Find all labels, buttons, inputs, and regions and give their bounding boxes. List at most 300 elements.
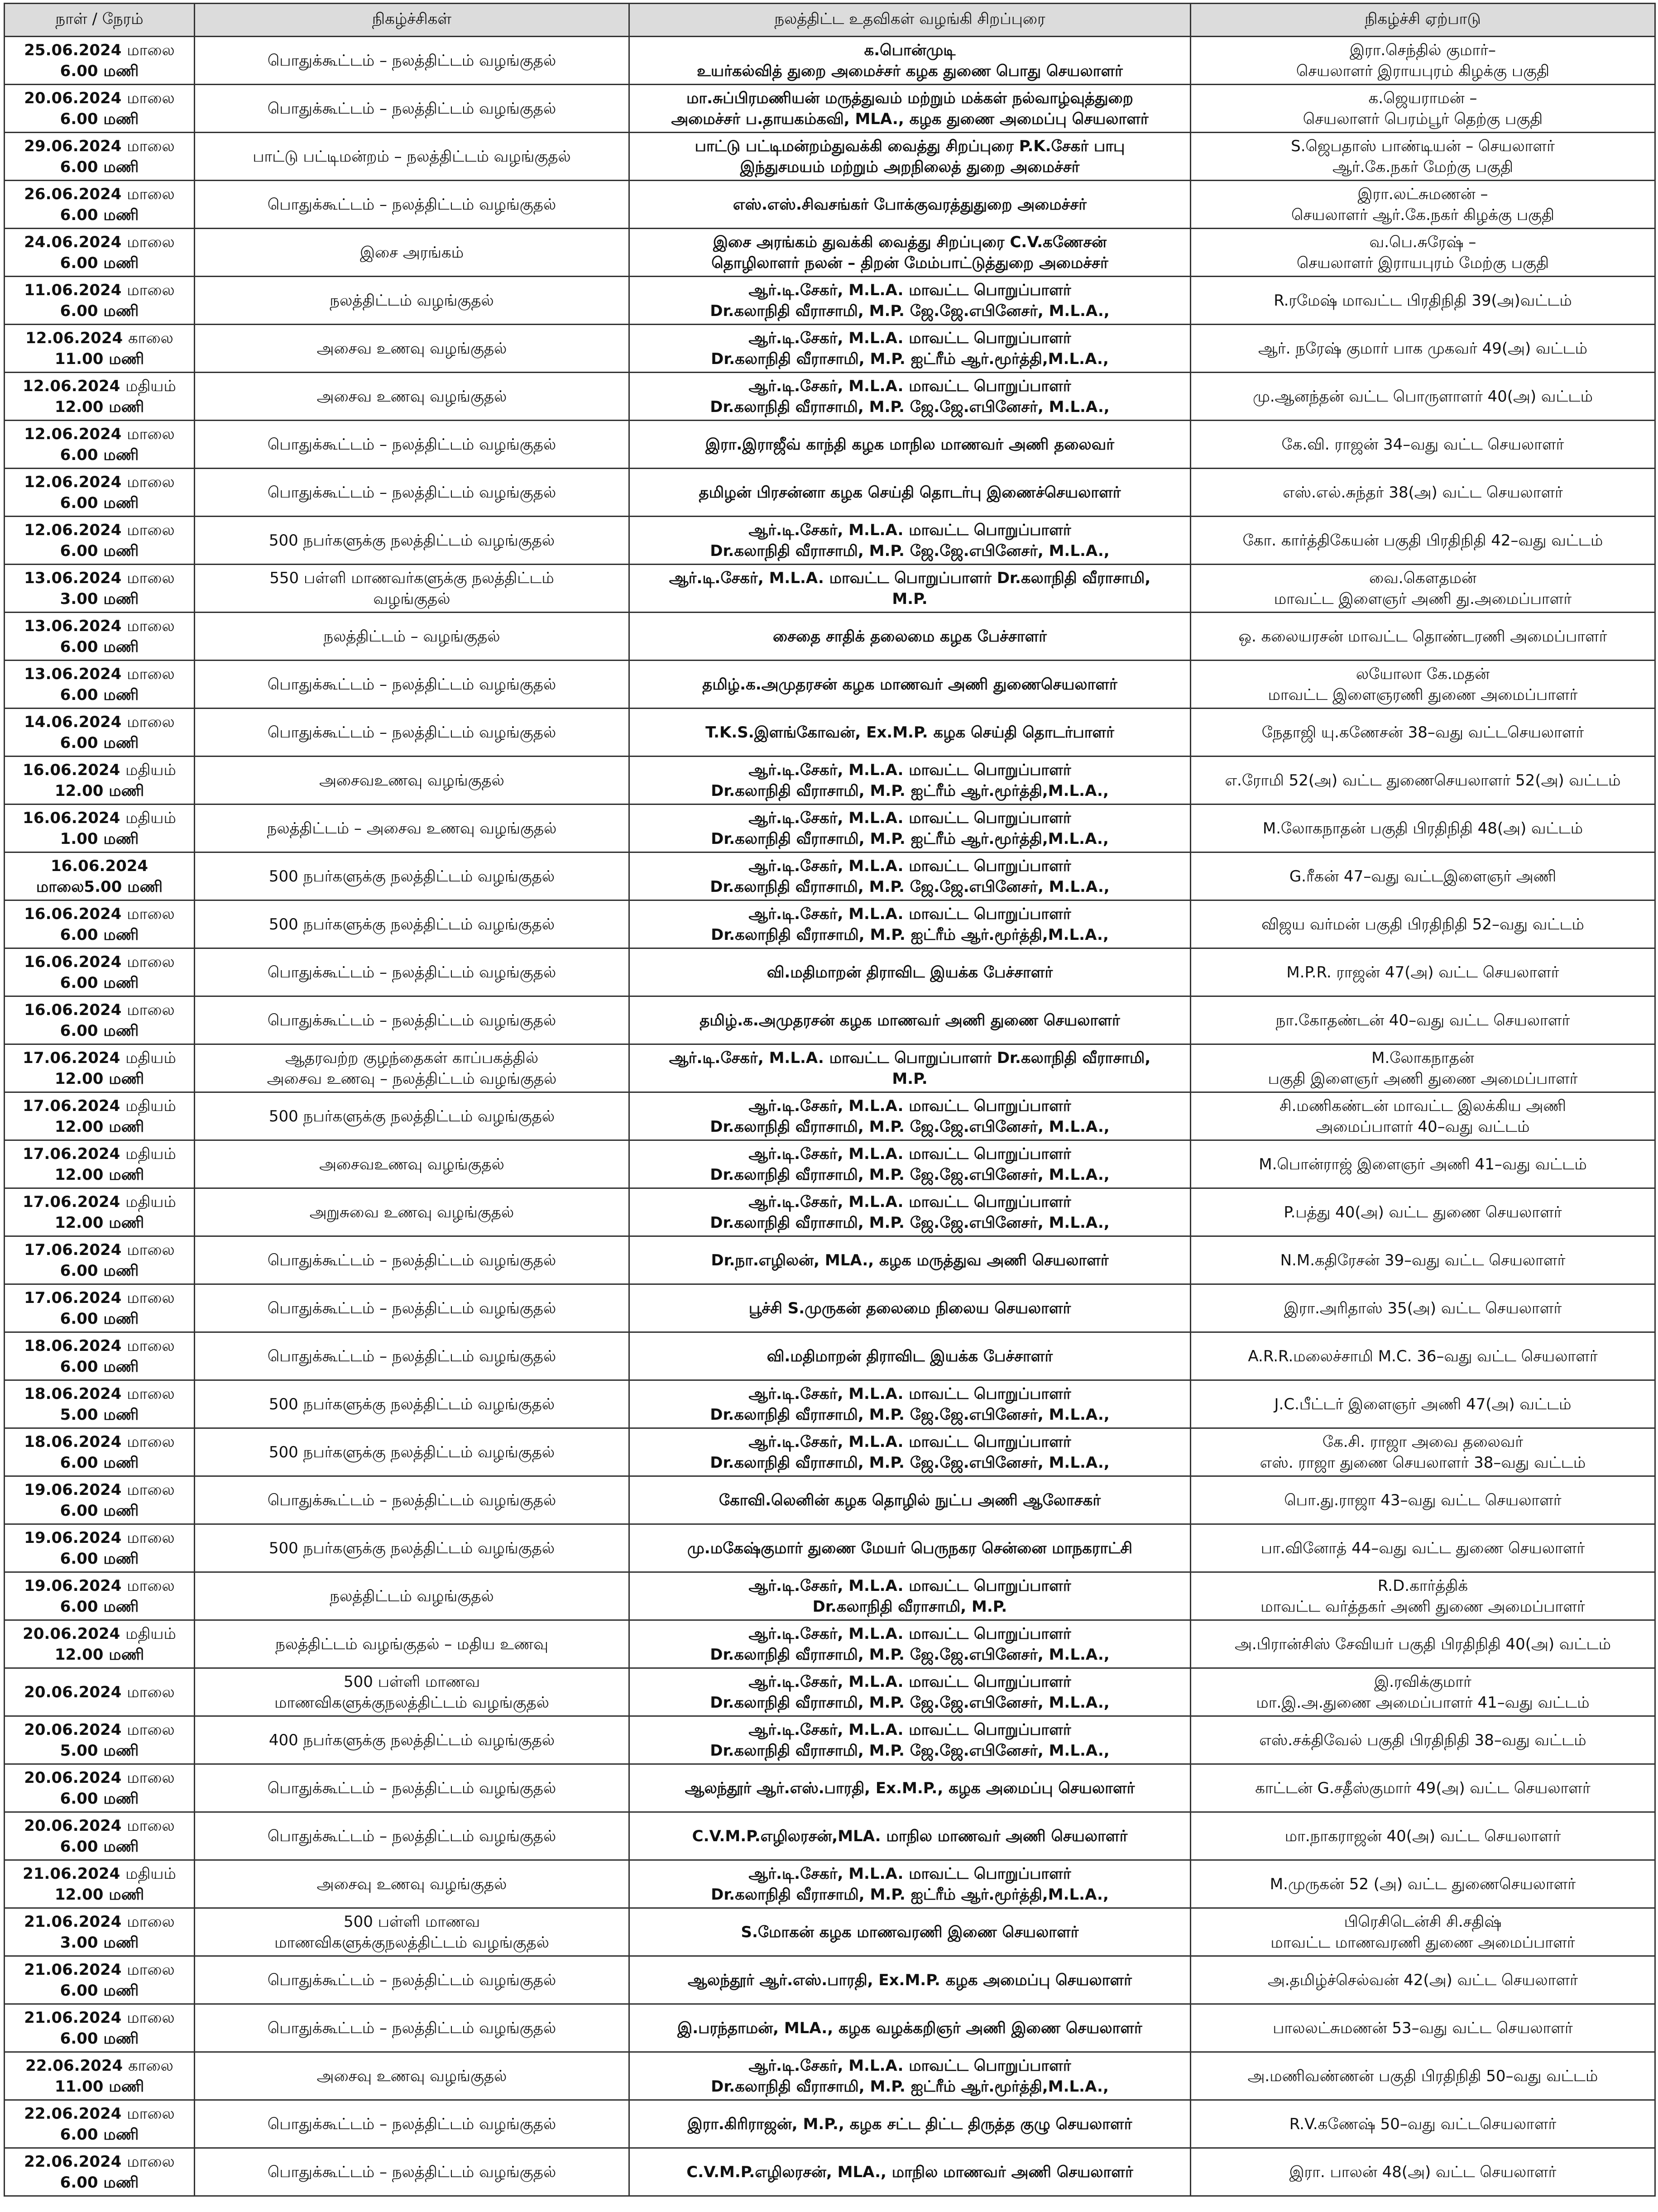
- event-date: 18.06.2024 மாலை: [24, 1432, 175, 1451]
- organizer-cell: [1191, 229, 1655, 277]
- date-time-cell: [5, 1284, 195, 1332]
- organizer: G.ரீகன் 47–வது வட்டஇளைஞர் அணி: [1289, 867, 1557, 886]
- event-description: 500 நபர்களுக்கு நலத்திட்டம் வழங்குதல்: [268, 1443, 555, 1461]
- organizer-cell: [1191, 1956, 1655, 2004]
- chief-guest: Dr.நா.எழிலன், MLA., கழக மருத்துவ அணி செயலாளர்: [711, 1251, 1109, 1269]
- event-date: 17.06.2024 மதியம்: [23, 1049, 176, 1067]
- organizer-cell: [1191, 613, 1655, 661]
- organizer-cell: [1191, 325, 1655, 373]
- table-row: [5, 1380, 1655, 1428]
- event-cell: [195, 996, 629, 1044]
- organizer-cell: [1191, 1332, 1655, 1380]
- event-cell: [195, 900, 629, 948]
- chief-guest-cell: [629, 948, 1191, 996]
- organizer: அ.பிரான்சிஸ் சேவியர் பகுதி பிரதிநிதி 40(அ) வட்டம்: [1235, 1635, 1611, 1653]
- event-cell: [195, 661, 629, 709]
- event-date: 16.06.2024 மாலை: [24, 1001, 175, 1019]
- date-time-cell: [5, 1428, 195, 1476]
- organizer: இரா.அரிதாஸ் 35(அ) வட்ட செயலாளர்: [1284, 1299, 1562, 1317]
- organizer-cell: [1191, 1668, 1655, 1716]
- date-time-cell: [5, 37, 195, 85]
- organizer-cell: [1191, 373, 1655, 421]
- chief-guest: எஸ்.எஸ்.சிவசங்கர் போக்குவரத்துதுறை அமைச்சர்: [733, 195, 1087, 214]
- chief-guest: இரா.இராஜீவ் காந்தி கழக மாநில மாணவர் அணி தலைவர்: [705, 435, 1115, 454]
- organizer: M.P.R. ராஜன் 47(அ) வட்ட செயலாளர்: [1286, 963, 1559, 982]
- organizer: வை.கௌதமன்: [1369, 569, 1476, 587]
- organizer: பொ.து.ராஜா 43–வது வட்ட செயலாளர்: [1284, 1491, 1562, 1509]
- organizer-cell: [1191, 804, 1655, 852]
- chief-guest-cell: [629, 804, 1191, 852]
- event-description: பொதுக்கூட்டம் – நலத்திட்டம் வழங்குதல்: [267, 1011, 556, 1029]
- event-description: பொதுக்கூட்டம் – நலத்திட்டம் வழங்குதல்: [267, 1827, 556, 1845]
- chief-guest-cell: [629, 1092, 1191, 1140]
- chief-guest: தமிழ்.க.அமுதரசன் கழக மாணவர் அணி துணை செயலாளர்: [700, 1011, 1120, 1029]
- chief-guest: ஆர்.டி.சேகர், M.L.A. மாவட்ட பொறுப்பாளர்: [748, 1576, 1071, 1595]
- time-of-day: மாலை: [127, 1432, 175, 1451]
- table-row: [5, 900, 1655, 948]
- chief-guest: பூச்சி S.முருகன் தலைமை நிலைய செயலாளர்: [748, 1299, 1071, 1317]
- time-of-day: மாலை: [127, 1480, 175, 1499]
- organizer-cell: [1191, 1140, 1655, 1188]
- chief-guest-cell: [629, 1956, 1191, 2004]
- event-description: 500 நபர்களுக்கு நலத்திட்டம் வழங்குதல்: [268, 867, 555, 886]
- table-row: [5, 1764, 1655, 1812]
- table-row: [5, 2004, 1655, 2052]
- organizer: நா.கோதண்டன் 40–வது வட்ட செயலாளர்: [1275, 1011, 1570, 1029]
- event-date: 21.06.2024 மாலை: [24, 2008, 175, 2027]
- organizer: M.முருகன் 52 (அ) வட்ட துணைசெயலாளர்: [1270, 1875, 1576, 1893]
- chief-guest-cell: [629, 1332, 1191, 1380]
- chief-guest-cell: [629, 277, 1191, 325]
- event-cell: [195, 1572, 629, 1620]
- event-date: 12.06.2024 மாலை: [24, 425, 175, 443]
- organizer: வ.பெ.சுரேஷ் –: [1369, 233, 1476, 251]
- event-date: 19.06.2024 மாலை: [24, 1576, 175, 1595]
- table-row: [5, 1524, 1655, 1572]
- event-cell: [195, 469, 629, 517]
- organizer: மாவட்ட இளைஞர் அணி து.அமைப்பாளர்: [1274, 589, 1572, 608]
- chief-guest: ஆர்.டி.சேகர், M.L.A. மாவட்ட பொறுப்பாளர்: [748, 1624, 1071, 1643]
- table-row: [5, 373, 1655, 421]
- chief-guest-cell: [629, 1860, 1191, 1908]
- event-date: 18.06.2024 மாலை: [24, 1384, 175, 1403]
- organizer: லயோலா கே.மதன்: [1356, 665, 1490, 683]
- organizer: மு.ஆனந்தன் வட்ட பொருளாளர் 40(அ) வட்டம்: [1253, 387, 1593, 406]
- event-time: 1.00 மணி: [60, 829, 139, 848]
- event-description: 400 நபர்களுக்கு நலத்திட்டம் வழங்குதல்: [268, 1731, 555, 1749]
- event-description: 500 பள்ளி மாணவ: [343, 1672, 480, 1691]
- event-time: 6.00 மணி: [60, 973, 139, 992]
- organizer-cell: [1191, 469, 1655, 517]
- time-of-day: மாலை: [127, 2104, 175, 2123]
- event-cell: [195, 1812, 629, 1860]
- table-row: [5, 469, 1655, 517]
- event-cell: [195, 325, 629, 373]
- chief-guest: ஆர்.டி.சேகர், M.L.A. மாவட்ட பொறுப்பாளர் Dr.கலாநிதி வீராசாமி,: [669, 1049, 1151, 1067]
- chief-guest-cell: [629, 709, 1191, 756]
- event-date: 18.06.2024 மாலை: [24, 1336, 175, 1355]
- organizer: நேதாஜி யு.கணேசன் 38–வது வட்டசெயலாளர்: [1261, 723, 1584, 742]
- date-time-cell: [5, 1956, 195, 2004]
- organizer-cell: [1191, 2004, 1655, 2052]
- organizer: N.M.கதிரேசன் 39–வது வட்ட செயலாளர்: [1280, 1251, 1566, 1269]
- chief-guest: Dr.கலாநிதி வீராசாமி, M.P. ஜே.ஜே.எபினேசர், M.L.A.,: [710, 1741, 1110, 1760]
- chief-guest-cell: [629, 756, 1191, 804]
- organizer: சி.மணிகண்டன் மாவட்ட இலக்கிய அணி: [1279, 1096, 1567, 1115]
- organizer: S.ஜெபதாஸ் பாண்டியன் – செயலாளர்: [1291, 137, 1555, 155]
- table-row: [5, 37, 1655, 85]
- chief-guest: மு.மகேஷ்குமார் துணை மேயர் பெருநகர சென்னை மாநகராட்சி: [687, 1539, 1132, 1557]
- chief-guest-cell: [629, 1140, 1191, 1188]
- event-time: 3.00 மணி: [60, 589, 139, 608]
- table-row: [5, 1716, 1655, 1764]
- chief-guest: இசை அரங்கம் துவக்கி வைத்து சிறப்புரை C.V.கணேசன்: [713, 233, 1107, 251]
- header-chief-guest: நலத்திட்ட உதவிகள் வழங்கி சிறப்புரை: [629, 4, 1191, 37]
- event-time: 6.00 மணி: [60, 1549, 139, 1568]
- chief-guest-cell: [629, 852, 1191, 900]
- event-date: 12.06.2024 மாலை: [24, 473, 175, 491]
- header-organizer: நிகழ்ச்சி ஏற்பாடு: [1191, 4, 1655, 37]
- chief-guest-cell: [629, 900, 1191, 948]
- event-cell: [195, 804, 629, 852]
- chief-guest: ஆர்.டி.சேகர், M.L.A. மாவட்ட பொறுப்பாளர்: [748, 329, 1071, 347]
- date-time-cell: [5, 1812, 195, 1860]
- organizer: மா.இ.அ.துணை அமைப்பாளர் 41–வது வட்டம்: [1256, 1693, 1590, 1712]
- table-row: [5, 948, 1655, 996]
- organizer: க.ஜெயராமன் –: [1368, 89, 1477, 107]
- time-of-day: மாலை: [127, 1960, 175, 1979]
- chief-guest-cell: [629, 1620, 1191, 1668]
- table-row: [5, 133, 1655, 181]
- chief-guest: ஆர்.டி.சேகர், M.L.A. மாவட்ட பொறுப்பாளர்: [748, 1432, 1071, 1451]
- event-date: 20.06.2024 மாலை: [24, 89, 175, 107]
- table-row: [5, 1188, 1655, 1236]
- table-row: [5, 1236, 1655, 1284]
- event-date: 17.06.2024 மாலை: [24, 1240, 175, 1259]
- organizer-cell: [1191, 517, 1655, 565]
- chief-guest: ஆர்.டி.சேகர், M.L.A. மாவட்ட பொறுப்பாளர்: [748, 1384, 1071, 1403]
- event-time: 6.00 மணி: [60, 685, 139, 704]
- event-date: 20.06.2024 மாலை: [24, 1816, 175, 1835]
- time-of-day: மாலை: [127, 281, 175, 299]
- event-time: 6.00 மணி: [60, 1597, 139, 1616]
- organizer-cell: [1191, 1380, 1655, 1428]
- event-description: பொதுக்கூட்டம் – நலத்திட்டம் வழங்குதல்: [267, 195, 556, 214]
- table-row: [5, 1620, 1655, 1668]
- organizer-cell: [1191, 2052, 1655, 2100]
- date-time-cell: [5, 2148, 195, 2196]
- organizer-cell: [1191, 900, 1655, 948]
- event-cell: [195, 1092, 629, 1140]
- event-date: 22.06.2024 காலை: [25, 2056, 173, 2075]
- event-time: 3.00 மணி: [60, 1933, 139, 1952]
- event-date: 22.06.2024 மாலை: [24, 2152, 175, 2171]
- event-description: வழங்குதல்: [373, 589, 450, 608]
- organizer-cell: [1191, 1044, 1655, 1092]
- date-time-cell: [5, 1908, 195, 1956]
- chief-guest-cell: [629, 1236, 1191, 1284]
- organizer: விஜய வர்மன் பகுதி பிரதிநிதி 52–வது வட்டம்: [1261, 915, 1584, 934]
- organizer: இரா.லட்சுமணன் –: [1357, 185, 1488, 203]
- time-of-day: மாலை: [127, 521, 175, 539]
- time-of-day: மாலை: [127, 1768, 175, 1787]
- chief-guest-cell: [629, 565, 1191, 613]
- date-time-cell: [5, 325, 195, 373]
- event-cell: [195, 1428, 629, 1476]
- event-description: பொதுக்கூட்டம் – நலத்திட்டம் வழங்குதல்: [267, 723, 556, 742]
- event-cell: [195, 1524, 629, 1572]
- date-time-cell: [5, 1236, 195, 1284]
- table-row: [5, 1332, 1655, 1380]
- organizer: கே.வி. ராஜன் 34–வது வட்ட செயலாளர்: [1281, 435, 1564, 454]
- event-time: 6.00 மணி: [60, 445, 139, 464]
- date-time-cell: [5, 948, 195, 996]
- chief-guest-cell: [629, 1524, 1191, 1572]
- date-time-cell: [5, 1188, 195, 1236]
- table-row: [5, 852, 1655, 900]
- event-time: 11.00 மணி: [54, 350, 144, 368]
- event-date: 26.06.2024 மாலை: [24, 185, 175, 203]
- chief-guest-cell: [629, 996, 1191, 1044]
- date-time-cell: [5, 277, 195, 325]
- event-cell: [195, 709, 629, 756]
- chief-guest: Dr.கலாநிதி வீராசாமி, M.P. ஜே.ஜே.எபினேசர், M.L.A.,: [710, 1645, 1110, 1664]
- event-description: மாணவிகளுக்குநலத்திட்டம் வழங்குதல்: [274, 1933, 549, 1952]
- event-time: 6.00 மணி: [60, 493, 139, 512]
- event-time: 5.00 மணி: [60, 1741, 139, 1760]
- date-time-cell: [5, 1860, 195, 1908]
- schedule-body: [5, 37, 1655, 2196]
- event-date: 29.06.2024 மாலை: [24, 137, 175, 155]
- table-row: [5, 277, 1655, 325]
- date-time-cell: [5, 900, 195, 948]
- chief-guest-cell: [629, 1716, 1191, 1764]
- chief-guest: தமிழ்.க.அமுதரசன் கழக மாணவர் அணி துணைசெயலாளர்: [702, 675, 1117, 694]
- organizer: பா.வினோத் 44–வது வட்ட துணை செயலாளர்: [1260, 1539, 1585, 1557]
- organizer-cell: [1191, 1764, 1655, 1812]
- organizer: J.C.பீட்டர் இளைஞர் அணி 47(அ) வட்டம்: [1274, 1395, 1572, 1413]
- chief-guest: தொழிலாளர் நலன் – திறன் மேம்பாட்டுத்துறை அமைச்சர்: [711, 254, 1108, 272]
- event-description: இசை அரங்கம்: [359, 243, 464, 262]
- time-of-day: மாலை: [127, 233, 175, 251]
- organizer-cell: [1191, 1860, 1655, 1908]
- chief-guest: க.பொன்முடி: [864, 41, 956, 59]
- chief-guest-cell: [629, 1764, 1191, 1812]
- table-row: [5, 565, 1655, 613]
- event-date: 11.06.2024 மாலை: [24, 281, 175, 299]
- time-of-day: மாலை: [127, 473, 175, 491]
- event-date: 21.06.2024 மாலை: [24, 1960, 175, 1979]
- chief-guest: ஆர்.டி.சேகர், M.L.A. மாவட்ட பொறுப்பாளர்: [748, 2056, 1071, 2075]
- organizer-cell: [1191, 661, 1655, 709]
- date-time-cell: [5, 1524, 195, 1572]
- organizer: எ.ரோமி 52(அ) வட்ட துணைசெயலாளர் 52(அ) வட்டம்: [1225, 771, 1621, 790]
- date-time-cell: [5, 517, 195, 565]
- event-time: 12.00 மணி: [54, 1069, 144, 1088]
- event-time: 6.00 மணி: [60, 925, 139, 944]
- event-cell: [195, 613, 629, 661]
- event-time: 6.00 மணி: [60, 1453, 139, 1472]
- chief-guest-cell: [629, 181, 1191, 229]
- event-date: 13.06.2024 மாலை: [24, 617, 175, 635]
- event-date: 20.06.2024 மாலை: [24, 1683, 175, 1701]
- event-time: 6.00 மணி: [60, 1021, 139, 1040]
- chief-guest: தமிழன் பிரசன்னா கழக செய்தி தொடர்பு இணைச்செயலாளர்: [699, 483, 1121, 502]
- header-events: நிகழ்ச்சிகள்: [195, 4, 629, 37]
- chief-guest: வி.மதிமாறன் திராவிட இயக்க பேச்சாளர்: [767, 963, 1053, 982]
- event-time: 12.00 மணி: [54, 1117, 144, 1136]
- chief-guest: மா.சுப்பிரமணியன் மருத்துவம் மற்றும் மக்கள் நல்வாழ்வுத்துறை: [686, 89, 1133, 107]
- chief-guest: இந்துசமயம் மற்றும் அறநிலைத் துறை அமைச்சர்: [740, 158, 1080, 176]
- event-time: 12.00 மணி: [54, 1213, 144, 1232]
- event-cell: [195, 1476, 629, 1524]
- organizer: செயலாளர் இராயபுரம் கிழக்கு பகுதி: [1296, 62, 1550, 80]
- organizer: R.V.கணேஷ் 50–வது வட்டசெயலாளர்: [1289, 2115, 1557, 2133]
- event-cell: [195, 852, 629, 900]
- time-of-day: மாலை: [127, 1528, 175, 1547]
- chief-guest-cell: [629, 2100, 1191, 2148]
- event-description: பொதுக்கூட்டம் – நலத்திட்டம் வழங்குதல்: [267, 1491, 556, 1509]
- event-date: 20.06.2024 மாலை: [24, 1720, 175, 1739]
- event-cell: [195, 1956, 629, 2004]
- organizer-cell: [1191, 565, 1655, 613]
- event-description: நலத்திட்டம் வழங்குதல்: [330, 291, 494, 310]
- table-row: [5, 1092, 1655, 1140]
- table-row: [5, 1572, 1655, 1620]
- event-cell: [195, 1860, 629, 1908]
- chief-guest-cell: [629, 517, 1191, 565]
- event-time: 6.00 மணி: [60, 158, 139, 176]
- event-date: 19.06.2024 மாலை: [24, 1528, 175, 1547]
- organizer: இரா.செந்தில் குமார்–: [1349, 41, 1496, 59]
- event-date: 20.06.2024 மதியம்: [23, 1624, 176, 1643]
- table-row: [5, 325, 1655, 373]
- time-of-day: மாலை: [127, 617, 175, 635]
- organizer: மாவட்ட இளைஞரணி துணை அமைப்பாளர்: [1268, 685, 1578, 704]
- time-of-day: மதியம்: [125, 1096, 176, 1115]
- table-row: [5, 1860, 1655, 1908]
- organizer-cell: [1191, 709, 1655, 756]
- chief-guest-cell: [629, 1380, 1191, 1428]
- chief-guest: M.P.: [892, 1069, 928, 1088]
- table-row: [5, 804, 1655, 852]
- table-row: [5, 85, 1655, 133]
- event-date: 19.06.2024 மாலை: [24, 1480, 175, 1499]
- table-row: [5, 1476, 1655, 1524]
- time-of-day: காலை: [128, 2056, 173, 2075]
- event-date: 24.06.2024 மாலை: [24, 233, 175, 251]
- organizer-cell: [1191, 1908, 1655, 1956]
- time-of-day: மதியம்: [125, 761, 176, 779]
- date-time-cell: [5, 1572, 195, 1620]
- time-of-day: மதியம்: [125, 1049, 176, 1067]
- time-of-day: மாலை: [127, 137, 175, 155]
- table-row: [5, 1812, 1655, 1860]
- organizer: ஒ. கலையரசன் மாவட்ட தொண்டரணி அமைப்பாளர்: [1238, 627, 1607, 646]
- event-date: 16.06.2024 மதியம்: [23, 809, 176, 827]
- organizer: அமைப்பாளர் 40–வது வட்டம்: [1316, 1117, 1530, 1136]
- chief-guest-cell: [629, 661, 1191, 709]
- time-of-day: மாலை: [127, 569, 175, 587]
- event-description: ஆதரவற்ற குழந்தைகள் காப்பகத்தில்: [285, 1049, 539, 1067]
- chief-guest: சைதை சாதிக் தலைமை கழக பேச்சாளர்: [772, 627, 1047, 646]
- time-of-day: மதியம்: [125, 1192, 176, 1211]
- event-description: பாட்டு பட்டிமன்றம் – நலத்திட்டம் வழங்குதல்: [253, 147, 571, 166]
- organizer-cell: [1191, 2148, 1655, 2196]
- organizer: ஆர்.கே.நகர் மேற்கு பகுதி: [1332, 158, 1514, 176]
- chief-guest-cell: [629, 1812, 1191, 1860]
- event-time: 6.00 மணி: [60, 2029, 139, 2048]
- event-description: பொதுக்கூட்டம் – நலத்திட்டம் வழங்குதல்: [267, 1251, 556, 1269]
- chief-guest-cell: [629, 1188, 1191, 1236]
- chief-guest: ஆர்.டி.சேகர், M.L.A. மாவட்ட பொறுப்பாளர்: [748, 1144, 1071, 1163]
- organizer: அ.மணிவண்ணன் பகுதி பிரதிநிதி 50–வது வட்டம்: [1247, 2067, 1598, 2085]
- event-schedule-table: [4, 3, 1656, 2197]
- event-description: பொதுக்கூட்டம் – நலத்திட்டம் வழங்குதல்: [267, 1971, 556, 1989]
- table-row: [5, 1956, 1655, 2004]
- time-of-day: மாலை: [127, 1336, 175, 1355]
- event-cell: [195, 37, 629, 85]
- date-time-cell: [5, 613, 195, 661]
- table-row: [5, 181, 1655, 229]
- chief-guest-cell: [629, 2052, 1191, 2100]
- event-time: 11.00 மணி: [54, 2077, 144, 2096]
- event-cell: [195, 756, 629, 804]
- chief-guest: ஆர்.டி.சேகர், M.L.A. மாவட்ட பொறுப்பாளர்: [748, 905, 1071, 923]
- event-description: பொதுக்கூட்டம் – நலத்திட்டம் வழங்குதல்: [267, 2115, 556, 2133]
- event-description: அசைவ உணவு வழங்குதல்: [316, 339, 507, 358]
- organizer-cell: [1191, 1524, 1655, 1572]
- event-cell: [195, 565, 629, 613]
- chief-guest: ஆர்.டி.சேகர், M.L.A. மாவட்ட பொறுப்பாளர்: [748, 1720, 1071, 1739]
- organizer-cell: [1191, 1812, 1655, 1860]
- chief-guest-cell: [629, 325, 1191, 373]
- organizer: பாலலட்சுமணன் 53–வது வட்ட செயலாளர்: [1273, 2019, 1573, 2037]
- time-of-day: மதியம்: [125, 377, 176, 395]
- event-description: 500 நபர்களுக்கு நலத்திட்டம் வழங்குதல்: [268, 1107, 555, 1125]
- event-cell: [195, 133, 629, 181]
- time-of-day: மாலை: [127, 1816, 175, 1835]
- event-description: பொதுக்கூட்டம் – நலத்திட்டம் வழங்குதல்: [267, 963, 556, 982]
- event-description: பொதுக்கூட்டம் – நலத்திட்டம் வழங்குதல்: [267, 1779, 556, 1797]
- organizer: பிரெசிடென்சி சி.சதிஷ்: [1344, 1912, 1502, 1931]
- date-time-cell: [5, 1716, 195, 1764]
- event-time: 6.00 மணி: [60, 541, 139, 560]
- chief-guest: ஆர்.டி.சேகர், M.L.A. மாவட்ட பொறுப்பாளர்: [748, 281, 1071, 299]
- event-description: நலத்திட்டம் – வழங்குதல்: [323, 627, 500, 646]
- date-time-cell: [5, 1380, 195, 1428]
- organizer: செயலாளர் இராயபுரம் மேற்கு பகுதி: [1297, 254, 1549, 272]
- date-time-cell: [5, 2004, 195, 2052]
- event-cell: [195, 1620, 629, 1668]
- event-date: 17.06.2024 மதியம்: [23, 1144, 176, 1163]
- date-time-cell: [5, 709, 195, 756]
- chief-guest-cell: [629, 421, 1191, 469]
- chief-guest: பாட்டு பட்டிமன்றம்துவக்கி வைத்து சிறப்புரை P.K.சேகர் பாபு: [695, 137, 1125, 155]
- chief-guest-cell: [629, 85, 1191, 133]
- chief-guest: உயர்கல்வித் துறை அமைச்சர் கழக துணை பொது செயலாளர்: [697, 62, 1123, 80]
- time-of-day: மதியம்: [125, 1864, 176, 1883]
- chief-guest: ஆலந்தூர் ஆர்.எஸ்.பாரதி, Ex.M.P. கழக அமைப்பு செயலாளர்: [688, 1971, 1132, 1989]
- event-cell: [195, 1332, 629, 1380]
- organizer-cell: [1191, 1284, 1655, 1332]
- event-description: பொதுக்கூட்டம் – நலத்திட்டம் வழங்குதல்: [267, 675, 556, 694]
- event-description: மாணவிகளுக்குநலத்திட்டம் வழங்குதல்: [274, 1693, 549, 1712]
- organizer: இரா. பாலன் 48(அ) வட்ட செயலாளர்: [1289, 2163, 1557, 2181]
- chief-guest: Dr.கலாநிதி வீராசாமி, M.P. ஜே.ஜே.எபினேசர், M.L.A.,: [710, 302, 1110, 320]
- event-cell: [195, 229, 629, 277]
- organizer-cell: [1191, 1620, 1655, 1668]
